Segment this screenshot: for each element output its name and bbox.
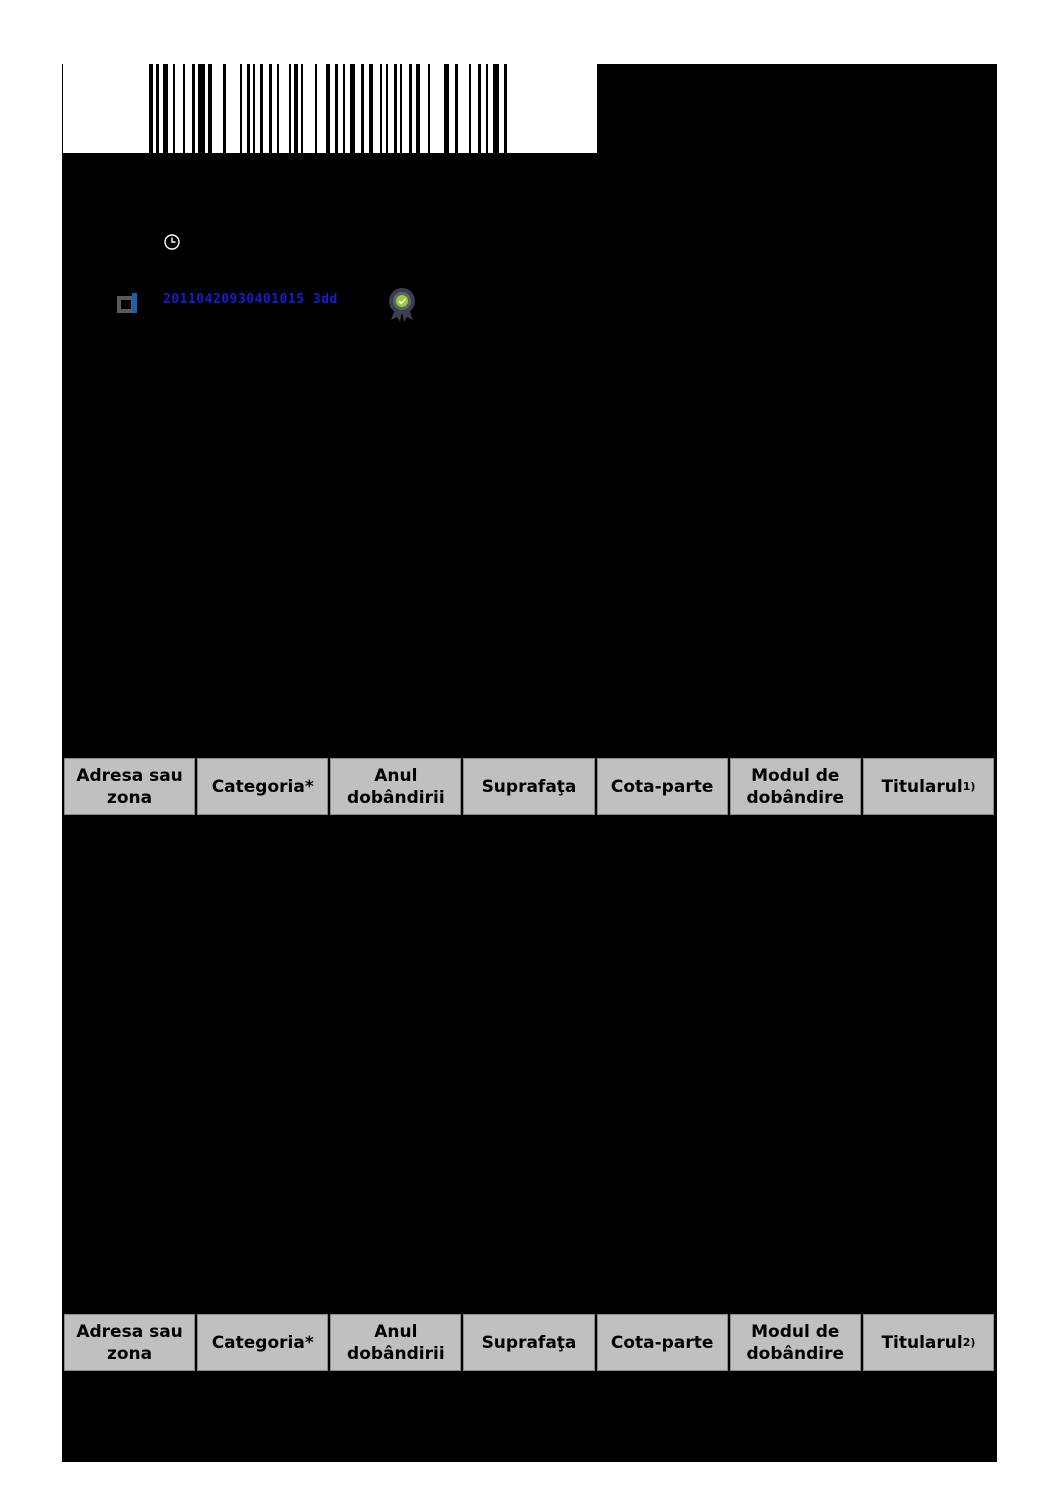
barcode-bar	[173, 64, 175, 153]
header-cell-acquisition-year: Anul dobândirii	[330, 1314, 461, 1371]
barcode-bar	[428, 64, 430, 153]
header-cell-address: Adresa sau zona	[64, 758, 195, 815]
barcode-bar	[183, 64, 185, 153]
barcode-bars	[63, 64, 597, 153]
header-cell-share: Cota-parte	[597, 758, 728, 815]
barcode-bar	[315, 64, 317, 153]
barcode-bar	[192, 64, 195, 153]
barcode-bar	[326, 64, 330, 153]
barcode-bar	[260, 64, 263, 153]
barcode-bar	[350, 64, 355, 153]
barcode	[63, 64, 597, 153]
document-icon	[116, 292, 140, 314]
barcode-bar	[394, 64, 397, 153]
barcode-bar	[469, 64, 471, 153]
barcode-bar	[240, 64, 242, 153]
barcode-bar	[149, 64, 153, 153]
header-cell-category: Categoria*	[197, 758, 328, 815]
header-cell-share: Cota-parte	[597, 1314, 728, 1371]
header-cell-address: Adresa sau zona	[64, 1314, 195, 1371]
barcode-bar	[361, 64, 364, 153]
document-serial-number: 20110420930401015 3dd	[163, 292, 338, 307]
assets-table-2-header	[64, 1314, 994, 1371]
barcode-bar	[455, 64, 458, 153]
header-cell-acquisition-year: Anul dobândirii	[330, 758, 461, 815]
header-cell-holder: Titularul 1)	[863, 758, 994, 815]
assets-table-1-header	[64, 758, 994, 815]
header-cell-category: Categoria*	[197, 1314, 328, 1371]
barcode-bar	[493, 64, 499, 153]
barcode-bar	[409, 64, 412, 153]
barcode-bar	[343, 64, 345, 153]
barcode-bar	[163, 64, 168, 153]
barcode-bar	[223, 64, 226, 153]
certified-badge-icon	[386, 285, 418, 323]
barcode-bar	[294, 64, 298, 153]
barcode-bar	[386, 64, 388, 153]
barcode-bar	[247, 64, 250, 153]
header-cell-surface: Suprafaţa	[463, 1314, 594, 1371]
barcode-bar	[335, 64, 338, 153]
barcode-bar	[486, 64, 488, 153]
barcode-bar	[289, 64, 291, 153]
barcode-bar	[253, 64, 255, 153]
barcode-bar	[416, 64, 420, 153]
barcode-bar	[301, 64, 303, 153]
barcode-bar	[208, 64, 212, 153]
barcode-bar	[198, 64, 205, 153]
barcode-bar	[504, 64, 507, 153]
barcode-bar	[369, 64, 373, 153]
barcode-bar	[269, 64, 272, 153]
barcode-bar	[478, 64, 481, 153]
header-cell-acquisition-mode: Modul de dobândire	[730, 758, 861, 815]
barcode-bar	[156, 64, 159, 153]
header-cell-surface: Suprafaţa	[463, 758, 594, 815]
barcode-bar	[380, 64, 382, 153]
barcode-bar	[400, 64, 402, 153]
barcode-bar	[444, 64, 449, 153]
barcode-bar	[277, 64, 279, 153]
header-cell-holder: Titularul 2)	[863, 1314, 994, 1371]
header-cell-acquisition-mode: Modul de dobândire	[730, 1314, 861, 1371]
clock-icon	[163, 233, 181, 251]
